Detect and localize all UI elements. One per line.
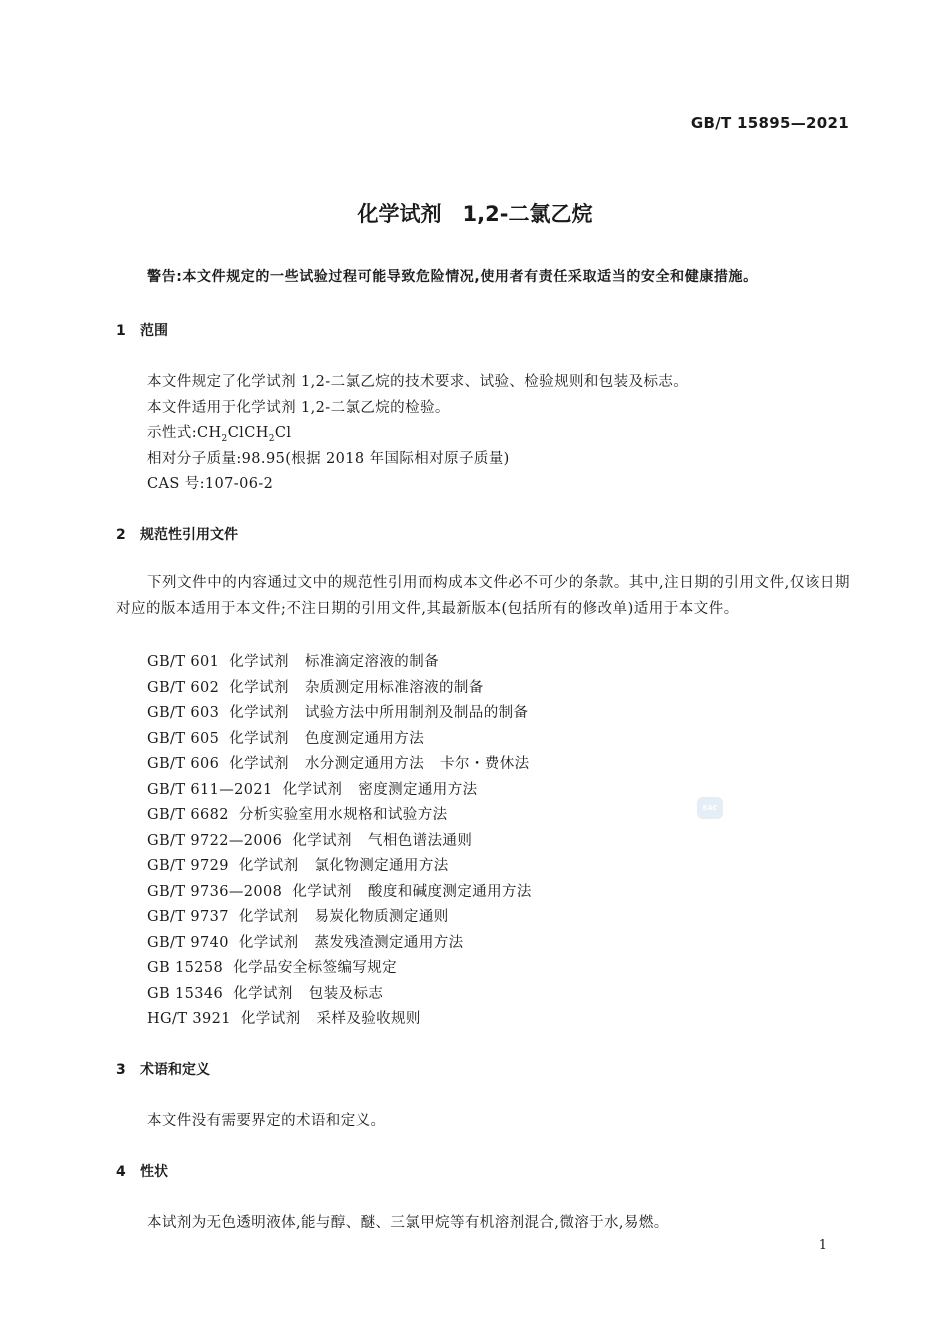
standard-number: GB/T 15895—2021 bbox=[690, 114, 849, 132]
reference-code: HG/T 3921 bbox=[147, 1011, 231, 1027]
reference-part: 卡尔・费休法 bbox=[440, 756, 530, 772]
scope-line-2: 本文件适用于化学试剂 1,2-二氯乙烷的检验。 bbox=[147, 400, 450, 416]
formula-label: 示性式: bbox=[147, 425, 197, 441]
scope-cas-number: CAS 号:107-06-2 bbox=[147, 476, 274, 492]
reference-subtitle: 易炭化物质测定通则 bbox=[314, 909, 449, 925]
reference-title: 化学试剂 bbox=[292, 884, 352, 900]
section-number: 1 bbox=[116, 323, 126, 339]
reference-code: GB/T 6682 bbox=[147, 807, 229, 823]
reference-title: 化学试剂 bbox=[229, 705, 289, 721]
reference-item bbox=[147, 803, 480, 824]
section-title: 规范性引用文件 bbox=[140, 527, 238, 543]
reference-code: GB/T 601 bbox=[147, 654, 220, 670]
reference-item bbox=[147, 931, 480, 952]
reference-title: 化学试剂 bbox=[229, 731, 289, 747]
reference-title: 化学试剂 bbox=[238, 909, 299, 925]
page-number: 1 bbox=[818, 1238, 827, 1253]
reference-subtitle: 氯化物测定通用方法 bbox=[314, 858, 449, 874]
reference-code: GB/T 9736—2008 bbox=[147, 884, 283, 900]
reference-title: 化学试剂 bbox=[229, 756, 289, 772]
reference-item bbox=[147, 880, 548, 901]
reference-subtitle: 标准滴定溶液的制备 bbox=[304, 654, 439, 670]
scope-formula bbox=[147, 421, 291, 444]
section-heading-scope bbox=[116, 320, 168, 340]
reference-title: 化学试剂 bbox=[240, 1011, 301, 1027]
section-title: 术语和定义 bbox=[140, 1062, 210, 1078]
reference-subtitle: 包装及标志 bbox=[308, 986, 384, 1002]
section-title: 范围 bbox=[140, 323, 168, 339]
reference-code: GB/T 606 bbox=[147, 756, 220, 772]
reference-code: GB/T 602 bbox=[147, 680, 220, 696]
reference-code: GB 15258 bbox=[147, 960, 224, 976]
reference-item bbox=[147, 905, 465, 926]
formula-part: ClCH bbox=[227, 425, 269, 441]
reference-subtitle: 气相色谱法通则 bbox=[367, 833, 473, 849]
section-heading-normative-references bbox=[116, 524, 238, 544]
formula-subscript: 2 bbox=[268, 433, 275, 444]
reference-code: GB/T 9737 bbox=[147, 909, 229, 925]
reference-title: 化学试剂 bbox=[282, 782, 343, 798]
section-number: 4 bbox=[116, 1164, 126, 1180]
terms-text: 本文件没有需要界定的术语和定义。 bbox=[147, 1113, 386, 1129]
reference-subtitle: 酸度和碱度测定通用方法 bbox=[367, 884, 532, 900]
reference-title: 化学试剂 bbox=[238, 935, 299, 951]
reference-item bbox=[147, 701, 544, 722]
reference-item bbox=[147, 778, 494, 799]
section-heading-terms bbox=[116, 1059, 210, 1079]
reference-subtitle: 水分测定通用方法 bbox=[304, 756, 425, 772]
normative-intro-paragraph: 下列文件中的内容通过文中的规范性引用而构成本文件必不可少的条款。其中,注日期的引用文件,仅该日期对应的版本适用于本文件;不注日期的引用文件,其最新版本(包括所有的修改单)适用于本文件。 bbox=[116, 575, 850, 617]
reference-item bbox=[147, 854, 465, 875]
reference-subtitle: 采样及验收规则 bbox=[316, 1011, 421, 1027]
reference-item bbox=[147, 829, 488, 850]
reference-title: 化学试剂 bbox=[229, 654, 289, 670]
reference-item bbox=[147, 676, 500, 697]
reference-item bbox=[147, 956, 429, 977]
reference-subtitle: 杂质测定用标准溶液的制备 bbox=[304, 680, 484, 696]
reference-subtitle: 蒸发残渣测定通用方法 bbox=[314, 935, 464, 951]
properties-text: 本试剂为无色透明液体,能与醇、醚、三氯甲烷等有机溶剂混合,微溶于水,易燃。 bbox=[147, 1215, 669, 1231]
section-number: 3 bbox=[116, 1062, 126, 1078]
reference-item bbox=[147, 727, 440, 748]
reference-subtitle: 试验方法中所用制剂及制品的制备 bbox=[304, 705, 529, 721]
reference-title: 分析实验室用水规格和试验方法 bbox=[238, 807, 448, 823]
scope-line-1: 本文件规定了化学试剂 1,2-二氯乙烷的技术要求、试验、检验规则和包装及标志。 bbox=[147, 374, 689, 390]
section-number: 2 bbox=[116, 527, 126, 543]
reference-title: 化学试剂 bbox=[238, 858, 299, 874]
formula-part: CH bbox=[197, 425, 222, 441]
reference-code: GB/T 9729 bbox=[147, 858, 229, 874]
reference-code: GB/T 9722—2006 bbox=[147, 833, 283, 849]
section-heading-properties bbox=[116, 1161, 168, 1181]
reference-code: GB/T 603 bbox=[147, 705, 220, 721]
reference-item bbox=[147, 752, 530, 773]
sac-watermark-logo: SAC bbox=[697, 797, 723, 819]
formula-part: Cl bbox=[274, 425, 292, 441]
reference-code: GB 15346 bbox=[147, 986, 224, 1002]
section-title: 性状 bbox=[140, 1164, 168, 1180]
reference-subtitle: 色度测定通用方法 bbox=[304, 731, 425, 747]
document-title: 化学试剂 1,2-二氯乙烷 bbox=[357, 202, 593, 226]
reference-code: GB/T 9740 bbox=[147, 935, 229, 951]
reference-subtitle: 密度测定通用方法 bbox=[358, 782, 478, 798]
warning-text: 警告:本文件规定的一些试验过程可能导致危险情况,使用者有责任采取适当的安全和健康措施。 bbox=[147, 269, 758, 285]
reference-item bbox=[147, 1007, 437, 1028]
scope-molecular-mass: 相对分子质量:98.95(根据 2018 年国际相对原子质量) bbox=[147, 451, 510, 467]
reference-code: GB/T 605 bbox=[147, 731, 220, 747]
formula-subscript: 2 bbox=[221, 433, 228, 444]
reference-title: 化学试剂 bbox=[233, 986, 293, 1002]
reference-code: GB/T 611—2021 bbox=[147, 782, 273, 798]
reference-item bbox=[147, 982, 399, 1003]
reference-item bbox=[147, 650, 455, 671]
reference-title: 化学试剂 bbox=[229, 680, 289, 696]
reference-title: 化学品安全标签编写规定 bbox=[233, 960, 398, 976]
reference-title: 化学试剂 bbox=[292, 833, 352, 849]
